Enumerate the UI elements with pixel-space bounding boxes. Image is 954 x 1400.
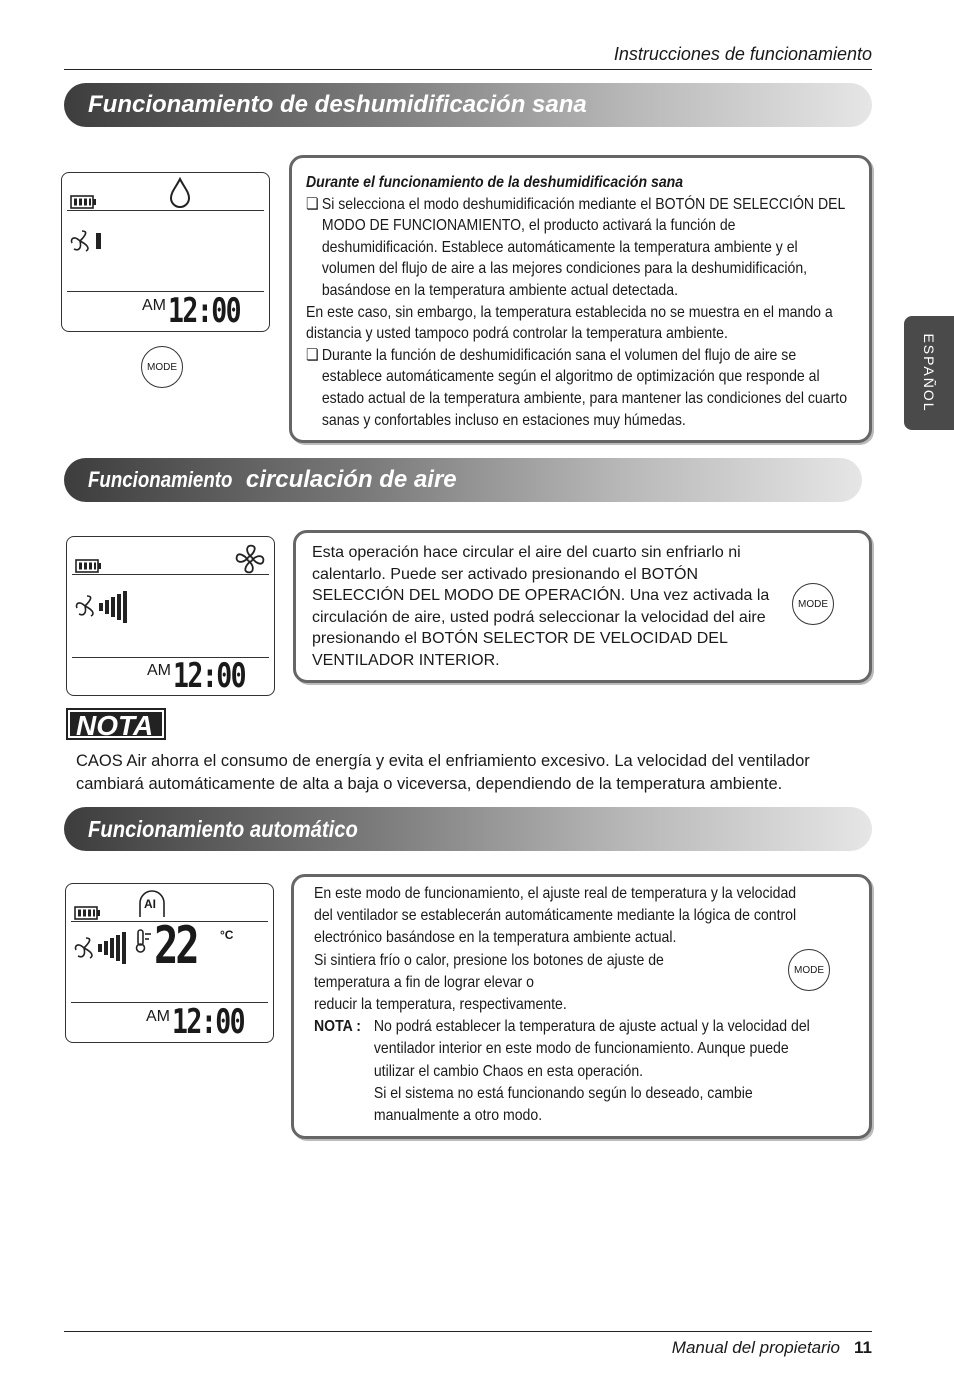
fan-mode-icon — [233, 542, 267, 576]
bullet-text: Durante la función de deshumidificación sana el volumen del flujo de aire se establece automáticamente según el algoritmo de optimización que responde al estado actual de la temperatura ambiente, para mantener las condiciones del cuarto sanas y confortables incluso en estaciones muy húmedas. — [321, 346, 848, 429]
section-title: Funcionamiento de deshumidificación sana — [88, 91, 587, 118]
remote-lcd-display — [65, 883, 274, 1043]
box-text: reducir la temperatura, respectivamente. — [314, 996, 567, 1014]
language-tab-label: ESPAÑOL — [921, 333, 937, 413]
nota-label: NOTA — [66, 708, 166, 740]
remote-lcd-display — [61, 172, 270, 332]
note-text: No podrá establecer la temperatura de ajuste actual y la velocidad del ventilador interior en este modo de funcionamiento. Aunque puede utilizar el cambio Chaos en esta operación. — [373, 1018, 810, 1080]
thermometer-icon — [134, 928, 154, 954]
box-text: En este modo de funcionamiento, el ajuste real de temperatura y la velocidad del ventilador se establecerán automáticamente mediante la lógica de control electrónico basándose en la temperatura ambiente actual. — [314, 885, 797, 947]
battery-icon — [74, 906, 102, 920]
checkbox-bullet-icon: ❏ — [306, 195, 319, 213]
battery-icon — [70, 195, 98, 209]
water-drop-icon — [168, 177, 192, 209]
section-banner-dehumidify — [64, 83, 872, 127]
am-indicator: AM — [146, 1008, 170, 1025]
temperature-display: 22 — [154, 916, 197, 976]
fan-speed-icon — [68, 229, 104, 253]
mode-button[interactable]: MODE — [788, 949, 830, 991]
section-title: Funcionamiento automático — [88, 815, 358, 842]
note-text: Si el sistema no está funcionando según lo deseado, cambie manualmente a otro modo. — [373, 1084, 753, 1125]
am-indicator: AM — [142, 297, 166, 314]
running-header: Instrucciones de funcionamiento — [613, 44, 872, 64]
instruction-box-air-circulation — [293, 530, 872, 683]
footer-rule — [64, 1331, 872, 1332]
clock-display: 12:00 — [173, 656, 246, 696]
am-indicator: AM — [147, 662, 171, 679]
section-title-part-b: circulación de aire — [245, 466, 457, 493]
page-footer — [672, 1338, 872, 1358]
clock-display: 12:00 — [172, 1002, 245, 1042]
mode-button[interactable]: MODE — [141, 346, 183, 388]
box-text: Esta operación hace circular el aire del cuarto sin enfriarlo ni calentarlo. Puede ser activado presionando el BOTÓN SELECCIÓN DEL MODO DE OPERACIÓN. Una vez activada la circulación de aire, usted podrá seleccionar la velocidad del aire presionando el BOTÓN SELECTOR DE VELOCIDAD DEL VENTILADOR INTERIOR. — [312, 544, 770, 669]
bullet-text: Si selecciona el modo deshumidificación mediante el BOTÓN DE SELECCIÓN DEL MODO DE FUNCIONAMIENTO, el producto activará la función de deshumidificación. Establece automáticamente la temperatura ambiente y el volumen del flujo de aire a las mejores condiciones para la deshumidificación, basándose en la temperatura ambiente actual detectada. — [321, 195, 845, 299]
celsius-unit: °C — [220, 928, 234, 942]
instruction-box-automatic — [291, 874, 872, 1139]
ai-label: AI — [144, 897, 156, 911]
ai-auto-icon — [136, 889, 168, 919]
box-text: Si sintiera frío o calor, presione los botones de ajuste de temperatura a fin de lograr elevar o — [314, 951, 664, 991]
paragraph-text: En este caso, sin embargo, la temperatura establecida no se muestra en el mando a distancia y usted tampoco podrá controlar la temperatura ambiente. — [306, 303, 833, 343]
lcd-divider — [72, 574, 269, 575]
language-tab — [904, 316, 954, 430]
section-title-part-a: Funcionamiento — [88, 467, 233, 492]
box-heading: Durante el funcionamiento de la deshumidificación sana — [306, 174, 684, 191]
checkbox-bullet-icon: ❏ — [306, 346, 319, 364]
page-number: 11 — [854, 1338, 872, 1357]
section-banner-air-circulation — [64, 458, 862, 502]
lcd-divider — [67, 210, 264, 211]
nota-text: CAOS Air ahorra el consumo de energía y evita el enfriamiento excesivo. La velocidad del ventilador cambiará automáticamente de alta a baja o viceversa, dependiendo de la temperatura ambiente. — [76, 752, 810, 793]
clock-display: 12:00 — [168, 291, 241, 331]
instruction-box-dehumidify — [289, 155, 872, 443]
footer-title: Manual del propietario — [671, 1338, 841, 1357]
remote-lcd-display — [66, 536, 275, 696]
note-label: NOTA : — [314, 1018, 361, 1036]
fan-speed-icon — [72, 929, 132, 967]
header-rule — [64, 69, 872, 70]
fan-speed-icon — [73, 589, 133, 623]
battery-icon — [75, 559, 103, 573]
mode-button[interactable]: MODE — [792, 583, 834, 625]
section-banner-automatic — [64, 807, 872, 851]
